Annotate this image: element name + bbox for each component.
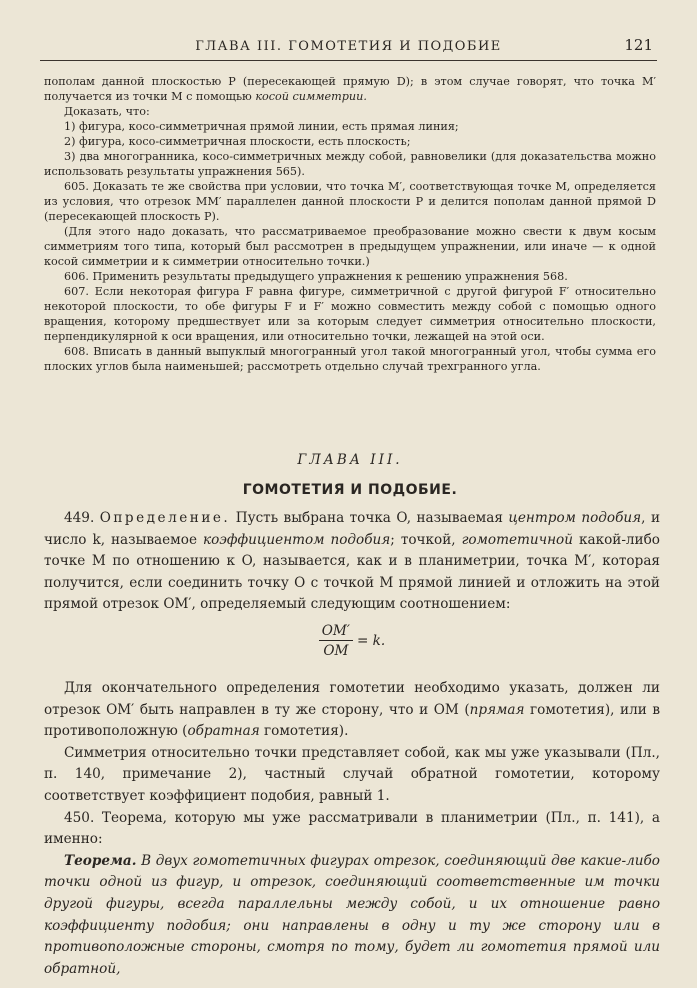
paragraph-450: 450. Теорема, которую мы уже рассматривали в планиметрии (Пл., п. 141), а именно: xyxy=(44,809,660,848)
term-homothetic: гомотетичной xyxy=(461,531,574,548)
paragraph-point-symmetry: Симметрия относительно точки представляет собой, как мы уже указывали (Пл., п. 140, примечание 2), частный случай обратной гомотетии, которому соответствует коэффициент подобия, равный 1. xyxy=(44,744,660,804)
fraction-denominator: OM xyxy=(323,642,349,659)
exercises-block xyxy=(44,74,656,374)
exercise-606: 606. Применить результаты предыдущего упражнения к решению упражнения 568. xyxy=(64,270,568,283)
running-header xyxy=(40,36,657,61)
term-direct: прямая xyxy=(469,701,525,718)
exercise-604-item-2: 2) фигура, косо-симметричная плоскости, есть плоскость; xyxy=(64,135,411,148)
exercise-604-item-1: 1) фигура, косо-симметричная прямой линии, есть прямая линия; xyxy=(64,120,459,133)
exercise-604-item-3: 3) два многогранника, косо-симметричных между собой, равновелики (для доказательства можно использовать результаты упражнения 565). xyxy=(44,150,656,178)
exercise-607: 607. Если некоторая фигура F равна фигуре, симметричной с другой фигурой F′ относительно некоторой плоскости, то обе фигуры F и F′ можно совместить между собой с помощью одного вращения, которому предшествует или за которым следует симметрия относительно плоскости, перпендикулярной к оси вращения, или относительно точки, лежащей на этой оси. xyxy=(44,285,656,343)
term-center-of-similarity: центром подобия xyxy=(508,510,642,526)
definition-label: Определение. xyxy=(99,510,231,526)
fraction xyxy=(319,622,353,661)
theorem xyxy=(44,851,660,981)
theorem-label: Теорема. xyxy=(64,852,137,869)
theorem-text: В двух гомотетичных фигурах отрезок, соединяющий две какие-либо точки одной из фигур, и отрезок, соединяющий соответственные им точки другой фигуры, всегда параллельны между собой, и их отношение равно коэффициенту подобия; они направлены в одну и ту же сторону или в противоположные стороны, смотря по тому, будет ли гомотетия прямой или обратной, xyxy=(44,852,660,977)
formula-rhs: = k. xyxy=(356,632,386,649)
main-text xyxy=(44,508,660,980)
exercise-604-prove: Доказать, что: xyxy=(64,105,150,118)
chapter-label: ГЛАВА III. xyxy=(297,452,403,468)
exercise-604-continued: пополам данной плоскостью P (пересекающей прямую D); в этом случае говорят, что точка M′ получается из точки M с помощью косой симметрии. xyxy=(44,75,656,103)
exercise-608: 608. Вписать в данный выпуклый многогранный угол такой многогранный угол, чтобы сумма его плоских углов была наименьшей; рассмотреть отдельно случай трехгранного угла. xyxy=(44,345,656,373)
fraction-numerator: OM′ xyxy=(319,622,353,641)
header-title: ГЛАВА III. ГОМОТЕТИЯ И ПОДОБИЕ xyxy=(195,39,502,54)
term-skew-symmetry: косой симметрии. xyxy=(255,90,367,103)
paragraph-direction: Для окончательного определения гомотетии необходимо указать, должен ли отрезок OM′ быть направлен в ту же сторону, что и OM (прямая гомотетия), или в противоположную (обратная гомотетия). xyxy=(44,679,660,740)
paragraph-449: 449. Определение. Пусть выбрана точка O, называемая центром подобия, и число k, называемое коэффициентом подобия; точкой, гомотетичной какой-либо точке M по отношению к O, называется, как и в планиметрии, точка M′, которая получится, если соединить точку O с точкой M прямой линией и отложить на этой прямой отрезок OM′, определяемый следующим соотношением: xyxy=(44,510,661,613)
term-similarity-coefficient: коэффициентом подобия xyxy=(202,531,391,548)
page-number: 121 xyxy=(624,36,653,54)
exercise-605-note: (Для этого надо доказать, что рассматриваемое преобразование можно свести к двум косым симметриям того типа, который был рассмотрен в предыдущем упражнении, или иначе — к одной косой симметрии и к симметрии относительно точки.) xyxy=(44,225,656,268)
exercise-605: 605. Доказать те же свойства при условии, что точка M′, соответствующая точке M, определяется из условия, что отрезок MM′ параллелен данной плоскости P и делится пополам данной прямой D (пересекающей плоскость P). xyxy=(44,180,656,223)
chapter-title: ГОМОТЕТИЯ И ПОДОБИЕ. xyxy=(242,482,458,498)
formula-ratio xyxy=(44,622,660,670)
term-inverse: обратная xyxy=(187,723,260,740)
